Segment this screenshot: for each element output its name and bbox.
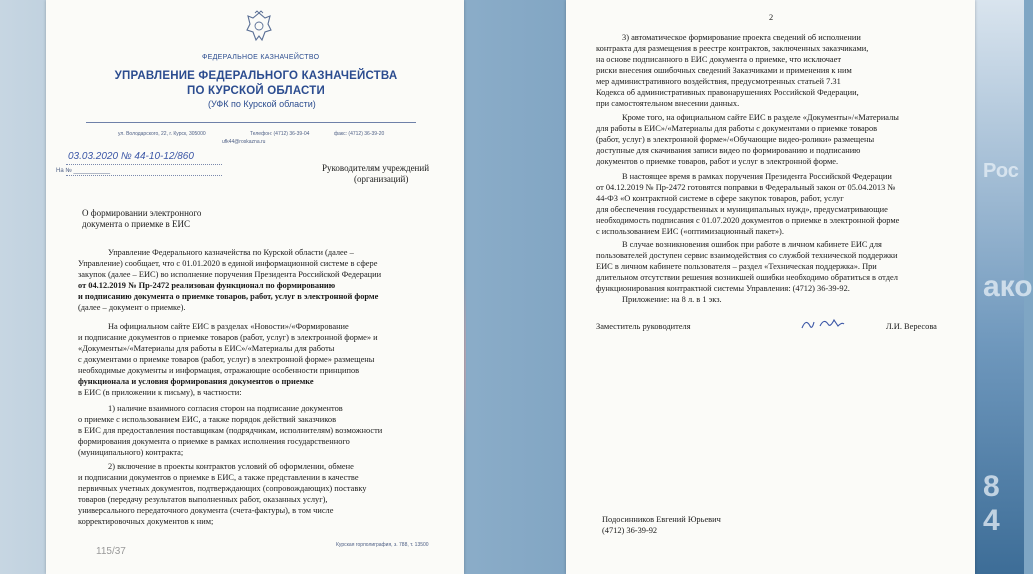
letter-page-2 [566,0,975,574]
org-email: ufk44@roskazna.ru [222,139,266,145]
org-small-title: ФЕДЕРАЛЬНОЕ КАЗНАЧЕЙСТВО [202,54,320,61]
printer-note: Курская горполиграфия, з. 788, т. 13500 [336,542,429,548]
ref-na: На № ___________ [56,168,111,174]
body-line: длительном отсутствии решения возникшей ошибки необходимо обратиться в отдел [596,273,898,282]
ref-line [66,175,222,176]
background-text: 8 4 [983,470,1000,537]
body-line: доступные для скачивания записи видео по формированию и подписанию [596,146,861,155]
body-line: риски внесения ошибочных сведений Заказчиками и применения к ним [596,66,852,75]
body-line: «Документы»/«Материалы для работы в ЕИС»/«Материалы для работы [78,344,335,353]
body-line: необходимые документы и информация, отражающие особенности принципов [78,366,360,375]
body-line: корректировочных документов к ним; [78,517,214,526]
recipient-line2: (организаций) [354,174,409,184]
body-line: пользователей доступен сервис взаимодействия со службой технической поддержки [596,251,898,260]
body-line: о приемке с использованием ЕИС, а также порядок действий заказчиков [78,415,337,424]
background-text: Рос [983,160,1019,182]
body-line: В настоящее время в рамках поручения Президента Российской Федерации [622,172,892,181]
org-title-line2: ПО КУРСКОЙ ОБЛАСТИ [187,85,325,97]
body-line: ЕИС в личном кабинете пользователя – раздел «Техническая поддержка». При [596,262,877,271]
executor-name: Подосинников Евгений Юрьевич [602,515,721,524]
body-line: 44-ФЗ «О контрактной системе в сфере закупок товаров, работ, услуг [596,194,844,203]
body-line: (муниципального) контракта; [78,448,184,457]
body-line: с использованием ЕИС («оптимизационный пакет»). [596,227,784,236]
body-line: первичных учетных документов, подтверждающих (сопровождающих) поставку [78,484,367,493]
body-line: Управление) сообщает, что с 01.01.2020 в единой информационной системе в сфере [78,259,378,268]
signature-icon [798,314,848,332]
subject-line1: О формировании электронного [82,208,202,218]
body-line: контракта для размещения в реестре контрактов, заключенных заказчиками, [596,44,869,53]
body-line: в ЕИС для предоставления поставщикам (подрядчикам, исполнителям) возможности [78,426,383,435]
body-line: функционирования контрактной системы Управления: (4712) 36-39-92. [596,284,850,293]
handwritten-reference: 03.03.2020 № 44-10-12/860 [68,151,194,162]
body-line: 3) автоматическое формирование проекта сведений об исполнении [622,33,861,42]
body-line: универсального передаточного документа (счета-фактуры), в том числе [78,506,334,515]
body-line: необходимость подписания с 01.07.2020 документов о приемке в электронной форме [596,216,900,225]
org-address: ул. Володарского, 22, г. Курск, 305000 [118,131,206,137]
body-line: 1) наличие взаимного согласия сторон на подписание документов [108,404,343,413]
body-line: на основе подписанного в ЕИС документа о приемке, что исключает [596,55,842,64]
body-line: для работы в ЕИС»/«Материалы для работы с документами о приемке товаров [596,124,878,133]
ref-line [66,164,222,165]
body-line: от 04.12.2019 № Пр-2472 готовятся поправки в Федеральный закон от 05.04.2013 № [596,183,896,192]
executor-phone: (4712) 36-39-92 [602,526,658,535]
body-line: и подписанию документа о приемке товаров, работ, услуг в электронной форме [78,292,379,301]
body-line: с документами о приемке товаров (работ, услуг) в электронной форме» размещены [78,355,375,364]
letter-page-1 [46,0,464,574]
signer-name: Л.И. Вересова [886,322,937,331]
header-rule [86,122,416,123]
body-line: В случае возникновения ошибок при работе в личном кабинете ЕИС для [622,240,882,249]
attachment-note: Приложение: на 8 л. в 1 экз. [622,295,722,304]
org-fax: факс: (4712) 36-39-20 [334,131,385,137]
coat-of-arms-icon [244,10,274,44]
body-line: Кодекса об административных правонарушениях Российской Федерации, [596,88,859,97]
body-line: На официальном сайте ЕИС в разделах «Новости»/«Формирование [108,322,349,331]
body-line: для обеспечения государственных и муниципальных нужд», предусматривающие [596,205,888,214]
page-number: 2 [769,13,774,22]
body-line: закупок (далее – ЕИС) во исполнение поручения Президента Российской Федерации [78,270,382,279]
org-phone: Телефон: (4712) 36-39-04 [250,131,310,137]
body-line: мер административного воздействия, предусмотренных статьей 7.31 [596,77,841,86]
background-text: ако [983,270,1033,303]
body-line: (далее – документ о приемке). [78,303,186,312]
body-line: при самостоятельном внесении данных. [596,99,740,108]
recipient-line1: Руководителям учреждений [322,163,430,173]
subject-line2: документа о приемке в ЕИС [82,219,190,229]
signer-title: Заместитель руководителя [596,322,691,331]
body-line: функционала и условия формирования документов о приемке [78,377,314,386]
body-line: документов о приемке товаров, работ и услуг в электронной форме. [596,157,839,166]
body-line: Кроме того, на официальном сайте ЕИС в разделе «Документы»/«Материалы [622,113,899,122]
body-line: в ЕИС (в приложении к письму), в частности: [78,388,242,397]
body-line: формирования документа о приемке в рамках исполнения государственного [78,437,350,446]
background-slide-edge [975,0,1033,574]
body-line: и подписание документов о приемке товаров (работ, услуг) в электронной форме» и [78,333,378,342]
body-line: (работ, услуг) в электронной форме»/«Обучающие видео-ролики» размещены [596,135,875,144]
body-line: от 04.12.2019 № Пр-2472 реализован функционал по формированию [78,281,336,290]
body-line: и подписании документов о приемке в ЕИС, а также представлении в качестве [78,473,359,482]
body-line: 2) включение в проекты контрактов условий об оформлении, обмене [108,462,354,471]
body-line: товаров (передачу результатов выполненных работ, оказанных услуг), [78,495,328,504]
org-title-line1: УПРАВЛЕНИЕ ФЕДЕРАЛЬНОГО КАЗНАЧЕЙСТВА [114,70,398,82]
body-line: Управление Федерального казначейства по Курской области (далее – [108,248,354,257]
stamp-number: 115/37 [96,546,126,557]
org-abbr: (УФК по Курской области) [208,99,316,109]
